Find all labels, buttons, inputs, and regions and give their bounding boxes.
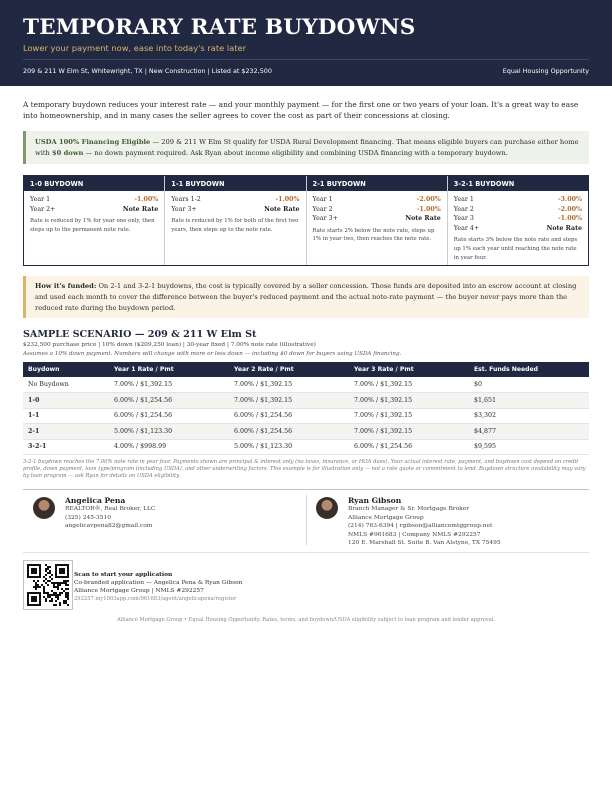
realtor-email[interactable]: angelicavpena82@gmail.com: [65, 523, 153, 530]
table-row: [23, 393, 589, 409]
disclaimer: Alliance Mortgage Group • Equal Housing Opportunity. Rates, terms, and buydown/USDA eligibility subject to loan program and lender approval.: [117, 617, 495, 623]
scenario-header-row: [23, 362, 589, 377]
table-cell: No Buydown: [23, 377, 109, 393]
table-row: [23, 377, 589, 393]
rate-year-label: Year 2+: [30, 205, 56, 213]
tagline: Lower your payment now, ease into today's rate later: [23, 43, 247, 53]
rate-adjustment-value: Note Rate: [264, 205, 300, 213]
rate-year-label: Year 3+: [171, 205, 197, 213]
table-row: [23, 408, 589, 424]
buydown-card-title: 2-1 BUYDOWN: [307, 176, 447, 191]
header-meta: [23, 67, 589, 75]
rate-year-label: Year 1: [453, 196, 474, 203]
buydown-card: [165, 176, 306, 265]
table-cell: 7.00% / $1,392.15: [229, 393, 349, 409]
header-banner: [0, 0, 612, 86]
table-cell: $1,651: [469, 393, 589, 409]
table-cell: 7.00% / $1,392.15: [349, 393, 469, 409]
buydown-cards: [23, 175, 589, 266]
lender-avatar: [316, 497, 338, 519]
buydown-rate-row: [171, 195, 299, 205]
realtor-title: REALTOR®, Real Broker, LLC: [65, 506, 156, 512]
usda-callout: [23, 131, 589, 164]
lender-name: Ryan Gibson: [348, 496, 402, 505]
funding-lead: How it's funded:: [35, 282, 97, 290]
usda-tail: — no down payment required. Ask Ryan about income eligibility and combining USDA financing with a temporary buydown.: [83, 148, 508, 157]
funding-text: On 2-1 and 3-2-1 buydowns, the cost is typically covered by a seller concession. Those funds are deposited into an escrow account at closing and used each month to cover the difference between the buyer's reduced payment and the actual note-rate payment — the buyer never pays more than the reduced rate during the buydown period.: [35, 282, 577, 312]
contact-divider: [23, 489, 589, 490]
rate-year-label: Year 2: [453, 205, 474, 213]
scenario-column-header: Buydown: [23, 362, 109, 377]
table-cell: $9,595: [469, 439, 589, 455]
usda-zero-down: $0 down: [51, 148, 84, 157]
rate-adjustment-value: Note Rate: [546, 224, 582, 232]
lender-address: 120 E. Marshall St. Suite B. Van Alstyne, TX 75495: [348, 540, 501, 547]
qr-code-icon: [27, 564, 69, 606]
table-cell: 6.00% / $1,254.56: [109, 408, 229, 424]
qr-divider: [23, 552, 589, 553]
buydown-rate-row: [454, 205, 582, 215]
lender-phone-email[interactable]: (214) 763-6394 | rgibson@alliancemtggroup.net: [348, 523, 493, 530]
table-cell: 6.00% / $1,254.56: [229, 408, 349, 424]
lender-company: Alliance Mortgage Group: [348, 514, 424, 521]
scenario-footnote: 3-2-1 buydown reaches the 7.00% note rate in year four. Payments shown are principal & interest only (no taxes, insurance, or HOA dues). Your actual interest rate, payment, and buydown cost depend on credit profile, down payment, loan type/program (including USDA), and other underwriting factors. This example is for illustration only — not a rate quote or commitment to lend. Buydown structure availability may vary by loan program — ask Ryan for details on USDA eligibility.: [23, 459, 586, 480]
table-cell: 6.00% / $1,254.56: [229, 424, 349, 440]
table-cell: 7.00% / $1,392.15: [349, 408, 469, 424]
scan-heading: Scan to start your application: [74, 571, 173, 578]
rate-adjustment-value: -2.00%: [416, 196, 441, 203]
buydown-card-description: Rate starts 2% below the note rate, steps up 1% in year two, then reaches the note rate.: [312, 227, 435, 243]
table-cell: 7.00% / $1,392.15: [349, 424, 469, 440]
buydown-card-description: Rate starts 3% below the note rate and steps up 1% each year until reaching the note rate in year four.: [453, 237, 578, 261]
scenario-subtitle: $232,500 purchase price | 10% down ($209,250 loan) | 30-year fixed | 7.00% note rate (illustrative): [23, 342, 316, 348]
rate-year-label: Year 3+: [312, 215, 338, 223]
table-cell: 5.00% / $1,123.30: [109, 424, 229, 440]
buydown-card-description: Rate is reduced by 1% for year one only, then steps up to the permanent note rate.: [30, 218, 155, 233]
buydown-rate-row: [454, 224, 582, 234]
scenario-note: Assumes a 10% down payment. Numbers will change with more or less down — including $0 down for buyers using USDA financing.: [23, 351, 402, 357]
buydown-card-description: Rate is reduced by 1% for both of the first two years, then steps up to the note rate.: [171, 218, 299, 233]
usda-lead: USDA 100% Financing Eligible: [35, 138, 151, 146]
buydown-card-title: 1-0 BUYDOWN: [24, 176, 164, 191]
rate-adjustment-value: -1.00%: [416, 205, 441, 213]
scenario-table: [23, 362, 589, 455]
table-cell: 3-2-1: [23, 439, 109, 455]
application-info: [74, 571, 243, 603]
table-cell: 1-0: [23, 393, 109, 409]
table-cell: $0: [469, 377, 589, 393]
buydown-card-title: 3-2-1 BUYDOWN: [448, 176, 588, 191]
buydown-card: [448, 176, 588, 265]
rate-adjustment-value: -2.00%: [558, 205, 582, 213]
buydown-rate-row: [30, 205, 158, 215]
rate-year-label: Year 1: [312, 196, 333, 203]
qr-code[interactable]: [23, 560, 73, 610]
scan-line-2: Alliance Mortgage Group | NMLS #292257: [74, 588, 204, 594]
table-cell: 1-1: [23, 408, 109, 424]
header-divider: [23, 59, 589, 60]
property-meta: 209 & 211 W Elm St, Whitewright, TX | New Construction | Listed at $232,500: [23, 67, 272, 75]
scenario-title: SAMPLE SCENARIO — 209 & 211 W Elm St: [23, 329, 257, 340]
rate-adjustment-value: Note Rate: [405, 215, 441, 223]
rate-adjustment-value: -1.00%: [275, 196, 300, 203]
table-cell: 7.00% / $1,392.15: [109, 377, 229, 393]
scan-line-1: Co-branded application — Angelica Pena & Ryan Gibson: [74, 580, 243, 586]
scenario-column-header: Year 3 Rate / Pmt: [349, 362, 469, 377]
buydown-rate-row: [30, 195, 158, 205]
rate-year-label: Year 4+: [453, 224, 480, 232]
table-cell: 6.00% / $1,254.56: [349, 439, 469, 455]
realtor-phone[interactable]: (325) 245-3510: [65, 514, 111, 521]
buydown-rate-row: [454, 195, 582, 205]
table-row: [23, 439, 589, 455]
buydown-rate-row: [313, 195, 441, 205]
rate-adjustment-value: -3.00%: [558, 196, 582, 203]
intro-paragraph: A temporary buydown reduces your interest rate — and your monthly payment — for the first one or two years of your loan. It's a great way to ease into homeownership, and in many cases the seller agrees to cover the cost as part of their concessions at closing.: [23, 100, 579, 120]
table-row: [23, 424, 589, 440]
buydown-rate-row: [313, 214, 441, 224]
table-cell: $3,302: [469, 408, 589, 424]
buydown-card: [24, 176, 165, 265]
table-cell: 4.00% / $998.99: [109, 439, 229, 455]
equal-housing-label: Equal Housing Opportunity: [502, 67, 589, 75]
contact-separator: [306, 495, 307, 545]
buydown-rate-row: [454, 214, 582, 224]
funding-callout: [23, 276, 589, 318]
scenario-column-header: Year 1 Rate / Pmt: [109, 362, 229, 377]
lender-nmls: NMLS #961683 | Company NMLS #292257: [348, 531, 481, 538]
scenario-table-body: [23, 377, 589, 455]
rate-year-label: Year 2: [312, 205, 333, 213]
application-url[interactable]: 292257.my1003app.com/961683/agent/angelicapena/register: [74, 596, 237, 602]
table-cell: 6.00% / $1,254.56: [109, 393, 229, 409]
rate-adjustment-value: Note Rate: [122, 205, 159, 213]
buydown-rate-row: [313, 205, 441, 215]
scenario-column-header: Year 2 Rate / Pmt: [229, 362, 349, 377]
realtor-avatar: [33, 497, 55, 519]
rate-year-label: Years 1-2: [171, 196, 201, 203]
lender-title: Branch Manager & Sr. Mortgage Broker: [348, 506, 470, 512]
table-cell: 7.00% / $1,392.15: [229, 377, 349, 393]
page-title: TEMPORARY RATE BUYDOWNS: [23, 15, 416, 40]
rate-adjustment-value: -1.00%: [134, 196, 159, 203]
table-cell: $4,877: [469, 424, 589, 440]
buydown-card: [307, 176, 448, 265]
table-cell: 7.00% / $1,392.15: [349, 377, 469, 393]
scenario-column-header: Est. Funds Needed: [469, 362, 589, 377]
rate-year-label: Year 3: [453, 215, 474, 223]
usda-text: — 209 & 211 W Elm St qualify for USDA Rural Development financing. That means eligible buyers can purchase either home with: [35, 138, 579, 157]
realtor-name: Angelica Pena: [65, 496, 126, 505]
rate-year-label: Year 1: [30, 196, 51, 203]
buydown-card-title: 1-1 BUYDOWN: [165, 176, 305, 191]
buydown-rate-row: [171, 205, 299, 215]
table-cell: 5.00% / $1,123.30: [229, 439, 349, 455]
table-cell: 2-1: [23, 424, 109, 440]
rate-adjustment-value: -1.00%: [558, 215, 582, 223]
